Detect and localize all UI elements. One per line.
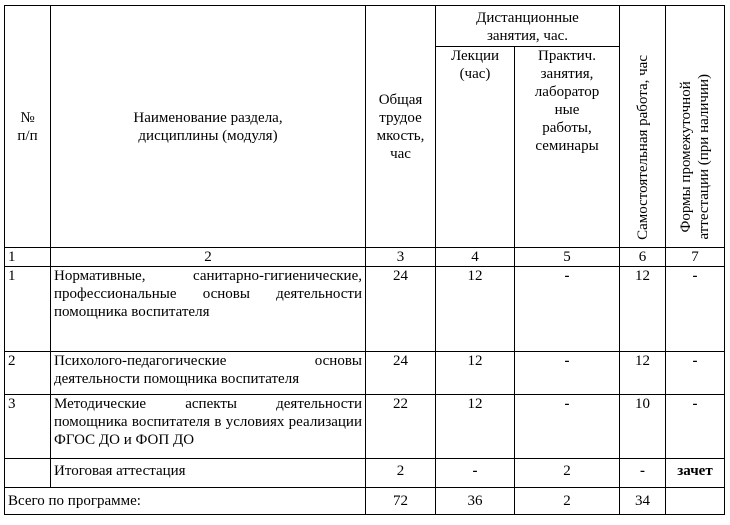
table-row xyxy=(5,459,725,488)
row-form: - xyxy=(666,352,725,395)
header-distance: Дистанционные занятия, час. xyxy=(436,6,620,47)
row-num: 1 xyxy=(5,267,51,352)
row-selfwork: 12 xyxy=(620,352,666,395)
row-practice: - xyxy=(515,352,620,395)
totals-lectures: 36 xyxy=(436,488,515,515)
row-num: 3 xyxy=(5,395,51,459)
totals-row xyxy=(5,488,725,515)
header-name: Наименование раздела, дисциплины (модуля) xyxy=(51,6,366,248)
header-lectures: Лекции (час) xyxy=(436,47,515,248)
row-selfwork: 10 xyxy=(620,395,666,459)
header-forms: Формы промежуточной аттестации (при наличии) xyxy=(666,6,725,248)
row-lectures: 12 xyxy=(436,267,515,352)
row-lectures: - xyxy=(436,459,515,488)
curriculum-table xyxy=(4,5,725,515)
row-name: Психолого-педагогические основы деятельности помощника воспитателя xyxy=(51,352,366,395)
row-total: 22 xyxy=(366,395,436,459)
row-lectures: 12 xyxy=(436,352,515,395)
column-numbers-row xyxy=(5,248,725,267)
row-name: Итоговая аттестация xyxy=(51,459,366,488)
row-total: 24 xyxy=(366,352,436,395)
table-row xyxy=(5,395,725,459)
row-practice: 2 xyxy=(515,459,620,488)
header-practice: Практич. занятия, лаборатор ные работы, семинары xyxy=(515,47,620,248)
table-row xyxy=(5,352,725,395)
col-number: 5 xyxy=(515,248,620,267)
totals-selfwork: 34 xyxy=(620,488,666,515)
row-form: зачет xyxy=(666,459,725,488)
row-form: - xyxy=(666,395,725,459)
row-name: Нормативные, санитарно-гигиенические, профессиональные основы деятельности помощника воспитателя xyxy=(51,267,366,352)
table-row xyxy=(5,267,725,352)
col-number: 3 xyxy=(366,248,436,267)
header-num: № п/п xyxy=(5,6,51,248)
col-number: 2 xyxy=(51,248,366,267)
totals-label: Всего по программе: xyxy=(5,488,366,515)
totals-practice: 2 xyxy=(515,488,620,515)
row-selfwork: - xyxy=(620,459,666,488)
row-form: - xyxy=(666,267,725,352)
row-total: 2 xyxy=(366,459,436,488)
totals-form xyxy=(666,488,725,515)
header-total: Общая трудое мкость, час xyxy=(366,6,436,248)
col-number: 6 xyxy=(620,248,666,267)
row-name: Методические аспекты деятельности помощника воспитателя в условиях реализации ФГОС ДО и ФОП ДО xyxy=(51,395,366,459)
row-total: 24 xyxy=(366,267,436,352)
header-selfwork: Самостоятельная работа, час xyxy=(620,6,666,248)
row-lectures: 12 xyxy=(436,395,515,459)
row-selfwork: 12 xyxy=(620,267,666,352)
col-number: 4 xyxy=(436,248,515,267)
row-num xyxy=(5,459,51,488)
totals-total: 72 xyxy=(366,488,436,515)
col-number: 7 xyxy=(666,248,725,267)
col-number: 1 xyxy=(5,248,51,267)
row-num: 2 xyxy=(5,352,51,395)
row-practice: - xyxy=(515,395,620,459)
row-practice: - xyxy=(515,267,620,352)
